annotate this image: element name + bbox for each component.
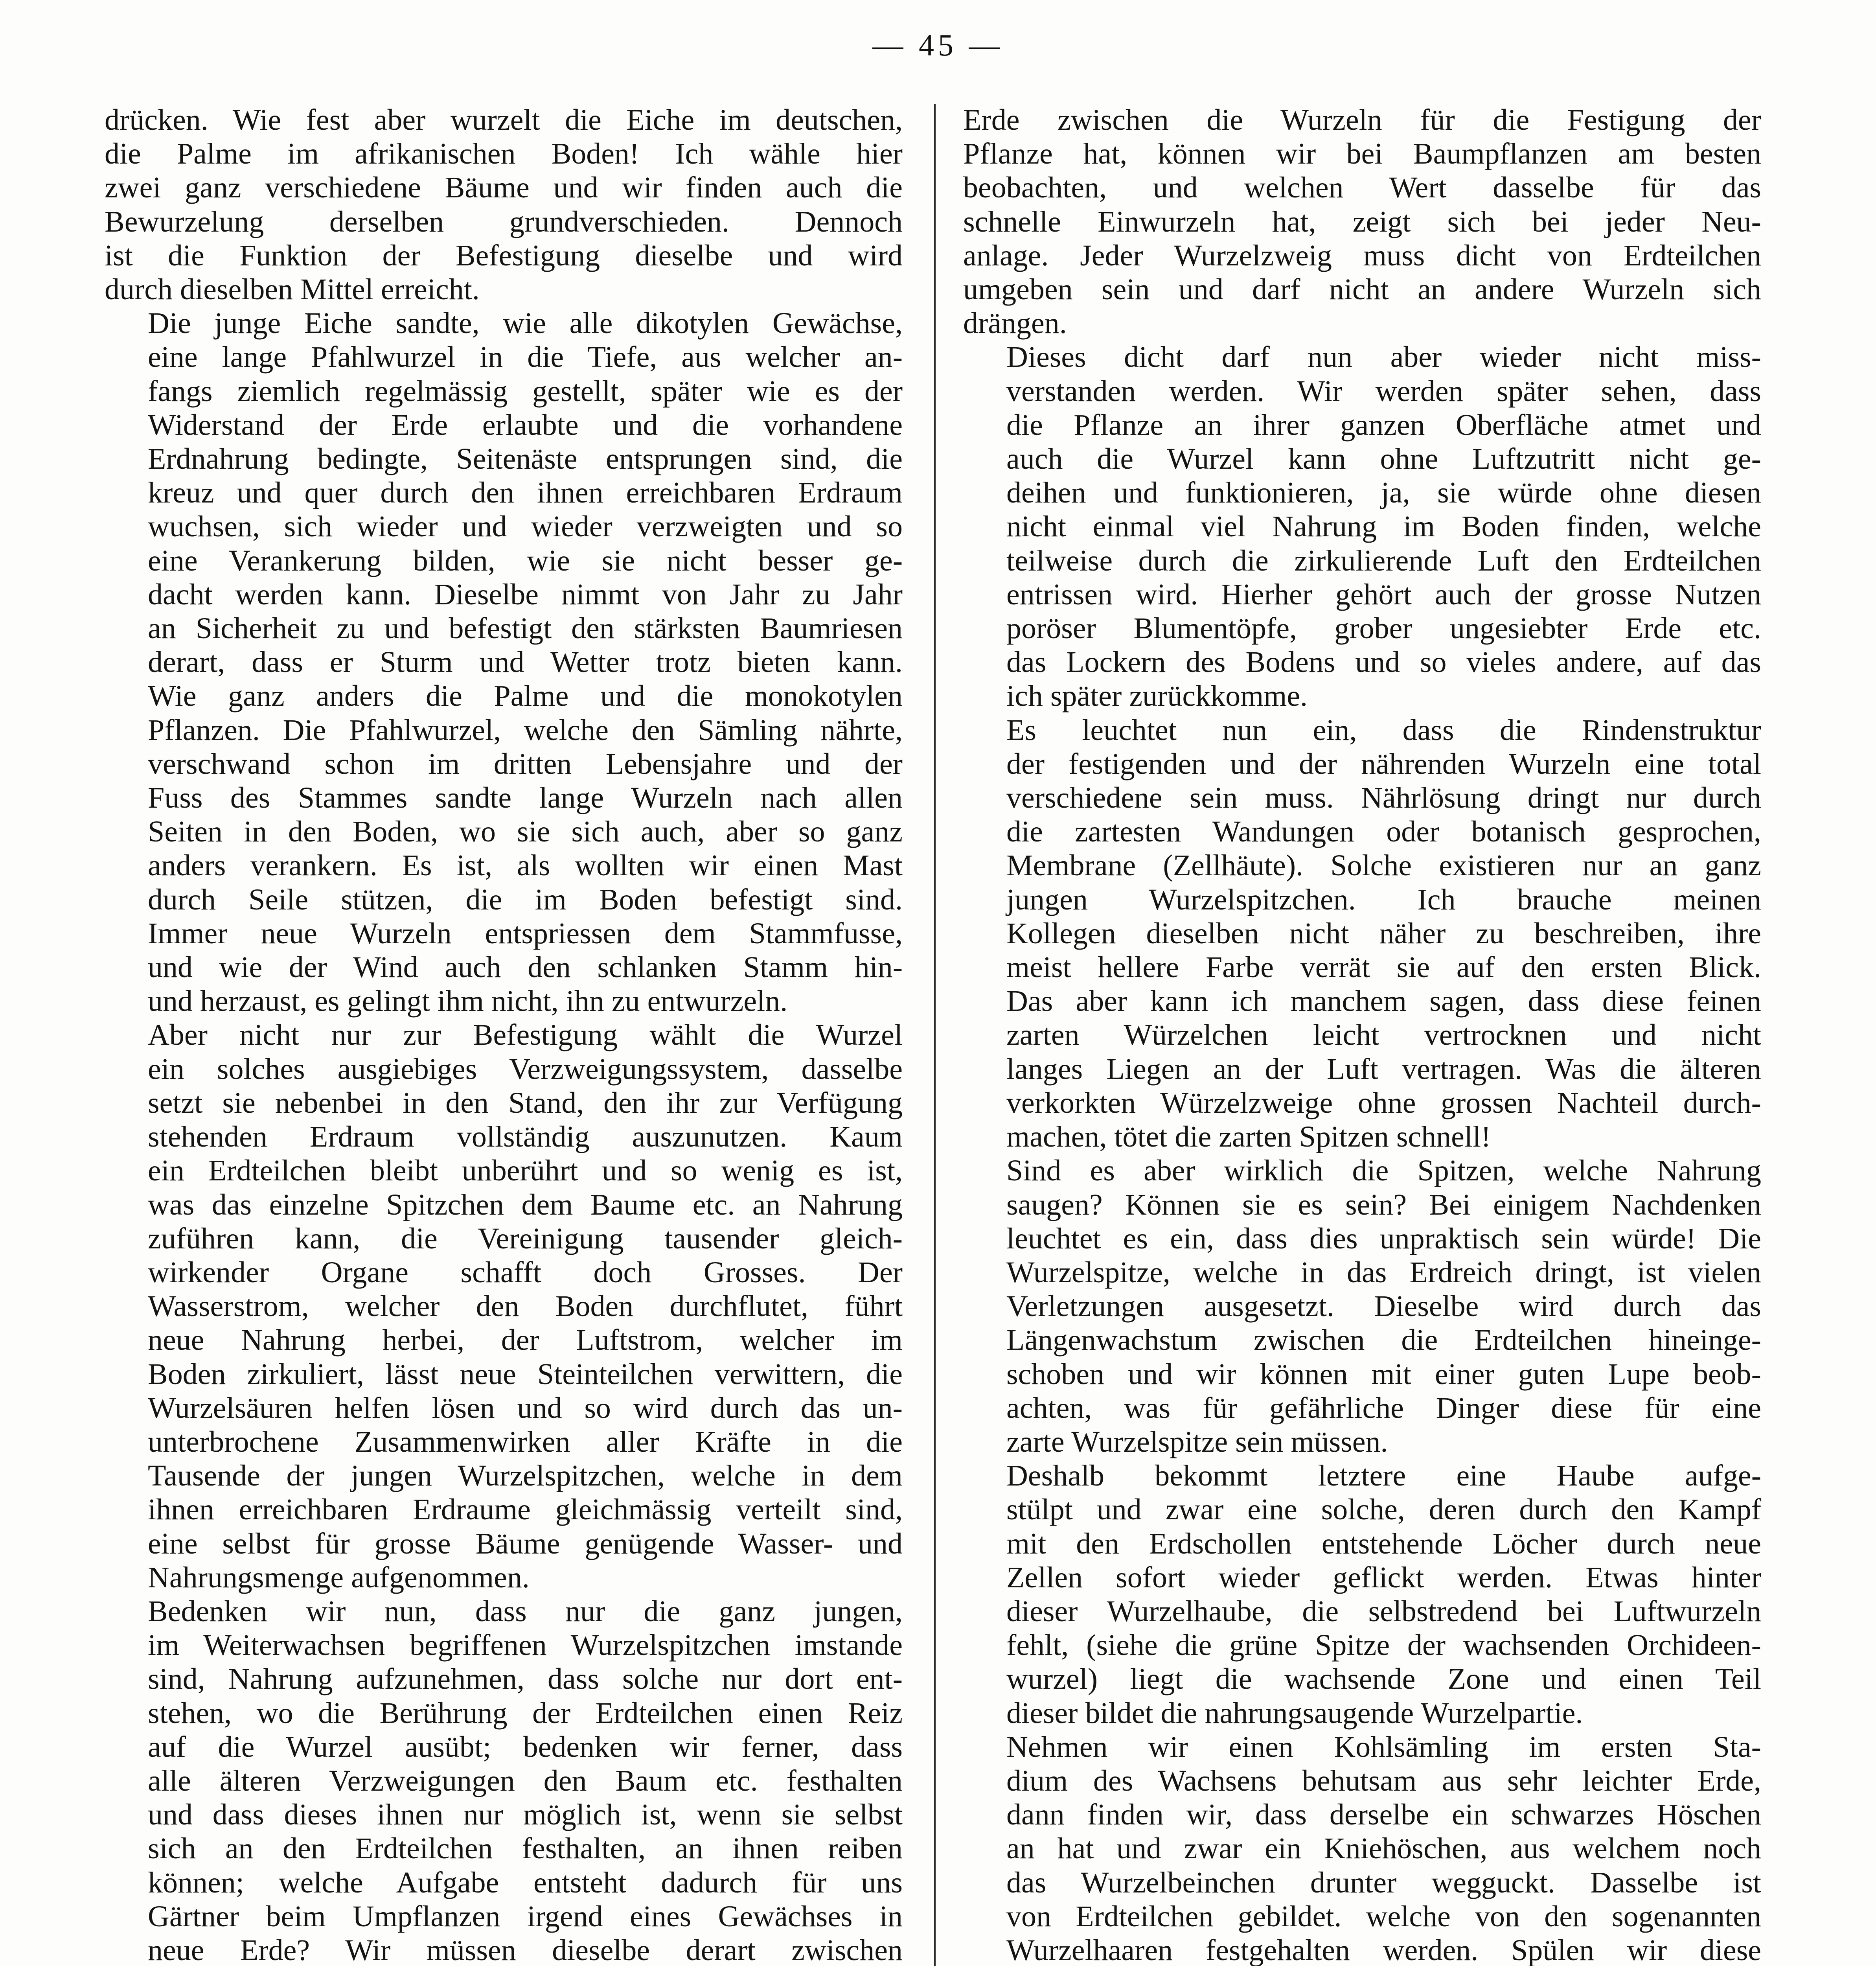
column-divider	[934, 104, 936, 1966]
text-line: dium des Wachsens behutsam aus sehr leichter Erde,	[1006, 1764, 1761, 1797]
text-line: das Lockern des Bodens und so vieles andere, auf das	[1006, 646, 1761, 679]
text-line: sich an den Erdteilchen festhalten, an ihnen reiben	[148, 1832, 903, 1865]
text-line: Wurzelsäuren helfen lösen und so wird durch das un-	[148, 1391, 903, 1425]
text-line: wuchsen, sich wieder und wieder verzweigten und so	[148, 510, 903, 543]
text-line: setzt sie nebenbei in den Stand, den ihr zur Verfügung	[148, 1086, 903, 1119]
text-line: dieser bildet die nahrungsaugende Wurzelpartie.	[1006, 1696, 1583, 1730]
text-line: neue Erde? Wir müssen dieselbe derart zwischen	[148, 1933, 903, 1966]
text-line: Wasserstrom, welcher den Boden durchflutet, führt	[148, 1290, 903, 1323]
text-line: die zartesten Wandungen oder botanisch gesprochen,	[1006, 815, 1761, 849]
text-line: neue Nahrung herbei, der Luftstrom, welcher im	[148, 1324, 903, 1357]
text-line: an hat und zwar ein Kniehöschen, aus welchem noch	[1006, 1832, 1761, 1865]
text-line: ein solches ausgiebiges Verzweigungssystem, dasselbe	[148, 1052, 903, 1086]
text-line: drücken. Wie fest aber wurzelt die Eiche im deutschen,	[105, 103, 903, 136]
text-line: achten, was für gefährliche Dinger diese für eine	[1006, 1391, 1761, 1425]
text-line: teilweise durch die zirkulierende Luft den Erdteilchen	[1006, 544, 1761, 577]
text-line: Pflanze hat, können wir bei Baumpflanzen am besten	[963, 137, 1761, 171]
text-line: Membrane (Zellhäute). Solche existieren nur an ganz	[1006, 849, 1761, 882]
text-line: Längenwachstum zwischen die Erdteilchen hineinge-	[1006, 1324, 1761, 1357]
text-line: durch dieselben Mittel erreicht.	[105, 273, 480, 306]
paragraph	[105, 306, 903, 1018]
text-line: Gärtner beim Umpflanzen irgend eines Gewächses in	[148, 1900, 903, 1933]
text-line: langes Liegen an der Luft vertragen. Was die älteren	[1006, 1052, 1761, 1086]
text-line: Bedenken wir nun, dass nur die ganz jungen,	[148, 1594, 903, 1628]
text-line: Pflanzen. Die Pfahlwurzel, welche den Sämling nährte,	[148, 713, 903, 747]
text-line: Widerstand der Erde erlaubte und die vorhandene	[148, 408, 903, 442]
text-line: Aber nicht nur zur Befestigung wählt die Wurzel	[148, 1018, 903, 1052]
left-column	[105, 103, 903, 1966]
text-line: was das einzelne Spitzchen dem Baume etc. an Nahrung	[148, 1188, 903, 1221]
text-line: schnelle Einwurzeln hat, zeigt sich bei jeder Neu-	[963, 205, 1761, 238]
text-line: im Weiterwachsen begriffenen Wurzelspitzchen imstande	[148, 1629, 903, 1662]
text-line: Deshalb bekommt letztere eine Haube aufge-	[1006, 1459, 1761, 1493]
text-line: das Wurzelbeinchen drunter wegguckt. Dasselbe ist	[1006, 1866, 1761, 1899]
text-line: durch Seile stützen, die im Boden befestigt sind.	[148, 883, 903, 916]
text-line: zarten Würzelchen leicht vertrocknen und nicht	[1006, 1018, 1761, 1052]
text-line: auch die Wurzel kann ohne Luftzutritt nicht ge-	[1006, 442, 1761, 476]
text-line: alle älteren Verzweigungen den Baum etc. festhalten	[148, 1764, 903, 1797]
text-line: die Palme im afrikanischen Boden! Ich wähle hier	[105, 137, 903, 171]
text-line: machen, tötet die zarten Spitzen schnell!	[1006, 1120, 1491, 1154]
text-line: dann finden wir, dass derselbe ein schwarzes Höschen	[1006, 1798, 1761, 1832]
text-line: ich später zurückkomme.	[1006, 679, 1308, 713]
text-line: und dass dieses ihnen nur möglich ist, wenn sie selbst	[148, 1798, 903, 1832]
page-number: — 45 —	[872, 28, 1004, 62]
text-line: der festigenden und der nährenden Wurzeln eine total	[1006, 747, 1761, 781]
text-line: leuchtet es ein, dass dies unpraktisch sein würde! Die	[1006, 1222, 1761, 1255]
text-line: eine selbst für grosse Bäume genügende Wasser- und	[148, 1527, 903, 1560]
text-line: schoben und wir können mit einer guten Lupe beob-	[1006, 1357, 1761, 1391]
text-line: Immer neue Wurzeln entspriessen dem Stammfusse,	[148, 917, 903, 950]
text-line: verstanden werden. Wir werden später sehen, dass	[1006, 374, 1761, 408]
text-line: saugen? Können sie es sein? Bei einigem Nachdenken	[1006, 1188, 1761, 1221]
right-column	[963, 103, 1761, 1966]
text-line: dieser Wurzelhaube, die selbstredend bei Luftwurzeln	[1006, 1594, 1761, 1628]
text-line: zwei ganz verschiedene Bäume und wir finden auch die	[105, 171, 903, 204]
text-line: anders verankern. Es ist, als wollten wir einen Mast	[148, 849, 903, 882]
text-line: Fuss des Stammes sandte lange Wurzeln nach allen	[148, 781, 903, 815]
text-line: verkorkten Würzelzweige ohne grossen Nachteil durch-	[1006, 1086, 1761, 1119]
text-line: kreuz und quer durch den ihnen erreichbaren Erdraum	[148, 476, 903, 510]
text-line: meist hellere Farbe verrät sie auf den ersten Blick.	[1006, 951, 1761, 984]
text-line: fangs ziemlich regelmässig gestellt, später wie es der	[148, 374, 903, 408]
paragraph	[963, 1730, 1761, 1966]
text-line: entrissen wird. Hierher gehört auch der grosse Nutzen	[1006, 578, 1761, 611]
text-line: Wie ganz anders die Palme und die monokotylen	[148, 679, 903, 713]
text-line: von Erdteilchen gebildet. welche von den sogenannten	[1006, 1900, 1761, 1933]
text-line: können; welche Aufgabe entsteht dadurch für uns	[148, 1866, 903, 1899]
text-line: beobachten, und welchen Wert dasselbe für das	[963, 171, 1761, 204]
text-line: Wurzelhaaren festgehalten werden. Spülen wir diese	[1006, 1933, 1761, 1966]
text-line: Nehmen wir einen Kohlsämling im ersten Sta-	[1006, 1730, 1761, 1764]
text-line: unterbrochene Zusammenwirken aller Kräfte in die	[148, 1425, 903, 1458]
text-line: Seiten in den Boden, wo sie sich auch, aber so ganz	[148, 815, 903, 849]
text-line: Verletzungen ausgesetzt. Dieselbe wird durch das	[1006, 1290, 1761, 1323]
text-line: eine Verankerung bilden, wie sie nicht besser ge-	[148, 544, 903, 577]
text-line: Zellen sofort wieder geflickt werden. Etwas hinter	[1006, 1561, 1761, 1594]
text-line: drängen.	[963, 307, 1067, 340]
text-line: Das aber kann ich manchem sagen, dass diese feinen	[1006, 985, 1761, 1018]
text-line: Boden zirkuliert, lässt neue Steinteilchen verwittern, die	[148, 1357, 903, 1391]
text-line: derart, dass er Sturm und Wetter trotz bieten kann.	[148, 646, 903, 679]
text-line: wirkender Organe schafft doch Grosses. Der	[148, 1255, 903, 1289]
text-line: Erde zwischen die Wurzeln für die Festigung der	[963, 103, 1761, 136]
text-line: Tausende der jungen Wurzelspitzchen, welche in dem	[148, 1459, 903, 1493]
text-line: Kollegen dieselben nicht näher zu beschreiben, ihre	[1006, 917, 1761, 950]
text-line: Nahrungsmenge aufgenommen.	[148, 1561, 530, 1594]
text-line: zarte Wurzelspitze sein müssen.	[1006, 1425, 1388, 1458]
text-line: an Sicherheit zu und befestigt den stärksten Baumriesen	[148, 612, 903, 645]
text-line: Dieses dicht darf nun aber wieder nicht miss-	[1006, 341, 1761, 374]
text-line: die Pflanze an ihrer ganzen Oberfläche atmet und	[1006, 408, 1761, 442]
text-line: und herzaust, es gelingt ihm nicht, ihn zu entwurzeln.	[148, 985, 788, 1018]
text-line: Es leuchtet nun ein, dass die Rindenstruktur	[1006, 713, 1761, 747]
text-line: deihen und funktionieren, ja, sie würde ohne diesen	[1006, 476, 1761, 510]
text-line: ihnen erreichbaren Erdraume gleichmässig verteilt sind,	[148, 1493, 903, 1526]
text-line: ist die Funktion der Befestigung dieselbe und wird	[105, 239, 903, 272]
text-line: stehen, wo die Berührung der Erdteilchen einen Reiz	[148, 1696, 903, 1730]
paragraph	[963, 340, 1761, 713]
text-line: anlage. Jeder Wurzelzweig muss dicht von Erdteilchen	[963, 239, 1761, 272]
text-line: Sind es aber wirklich die Spitzen, welche Nahrung	[1006, 1154, 1761, 1187]
text-line: Bewurzelung derselben grundverschieden. Dennoch	[105, 205, 903, 238]
paragraph	[963, 1459, 1761, 1730]
text-line: eine lange Pfahlwurzel in die Tiefe, aus welcher an-	[148, 341, 903, 374]
text-line: umgeben sein und darf nicht an andere Wurzeln sich	[963, 273, 1761, 306]
text-line: poröser Blumentöpfe, grober ungesiebter Erde etc.	[1006, 612, 1761, 645]
paragraph	[963, 1154, 1761, 1459]
text-line: verschiedene sein muss. Nährlösung dringt nur durch	[1006, 781, 1761, 815]
text-line: nicht einmal viel Nahrung im Boden finden, welche	[1006, 510, 1761, 543]
text-line: dacht werden kann. Dieselbe nimmt von Jahr zu Jahr	[148, 578, 903, 611]
text-line: ein Erdteilchen bleibt unberührt und so wenig es ist,	[148, 1154, 903, 1187]
text-line: sind, Nahrung aufzunehmen, dass solche nur dort ent-	[148, 1662, 903, 1696]
text-line: Wurzelspitze, welche in das Erdreich dringt, ist vielen	[1006, 1255, 1761, 1289]
text-line: stehenden Erdraum vollständig auszunutzen. Kaum	[148, 1120, 903, 1154]
text-line: fehlt, (siehe die grüne Spitze der wachsenden Orchideen-	[1006, 1629, 1761, 1662]
text-line: mit den Erdschollen entstehende Löcher durch neue	[1006, 1527, 1761, 1560]
text-line: zuführen kann, die Vereinigung tausender gleich-	[148, 1222, 903, 1255]
text-line: verschwand schon im dritten Lebensjahre und der	[148, 747, 903, 781]
text-line: und wie der Wind auch den schlanken Stamm hin-	[148, 951, 903, 984]
text-line: wurzel) liegt die wachsende Zone und einen Teil	[1006, 1662, 1761, 1696]
paragraph	[105, 1018, 903, 1594]
text-line: Erdnahrung bedingte, Seitenäste entsprungen sind, die	[148, 442, 903, 476]
paragraph	[105, 1594, 903, 1966]
text-line: stülpt und zwar eine solche, deren durch den Kampf	[1006, 1493, 1761, 1526]
text-line: auf die Wurzel ausübt; bedenken wir ferner, dass	[148, 1730, 903, 1764]
paragraph	[105, 103, 903, 306]
paragraph	[963, 713, 1761, 1154]
text-line: jungen Wurzelspitzchen. Ich brauche meinen	[1006, 883, 1761, 916]
paragraph	[963, 103, 1761, 340]
text-line: Die junge Eiche sandte, wie alle dikotylen Gewächse,	[148, 307, 903, 340]
